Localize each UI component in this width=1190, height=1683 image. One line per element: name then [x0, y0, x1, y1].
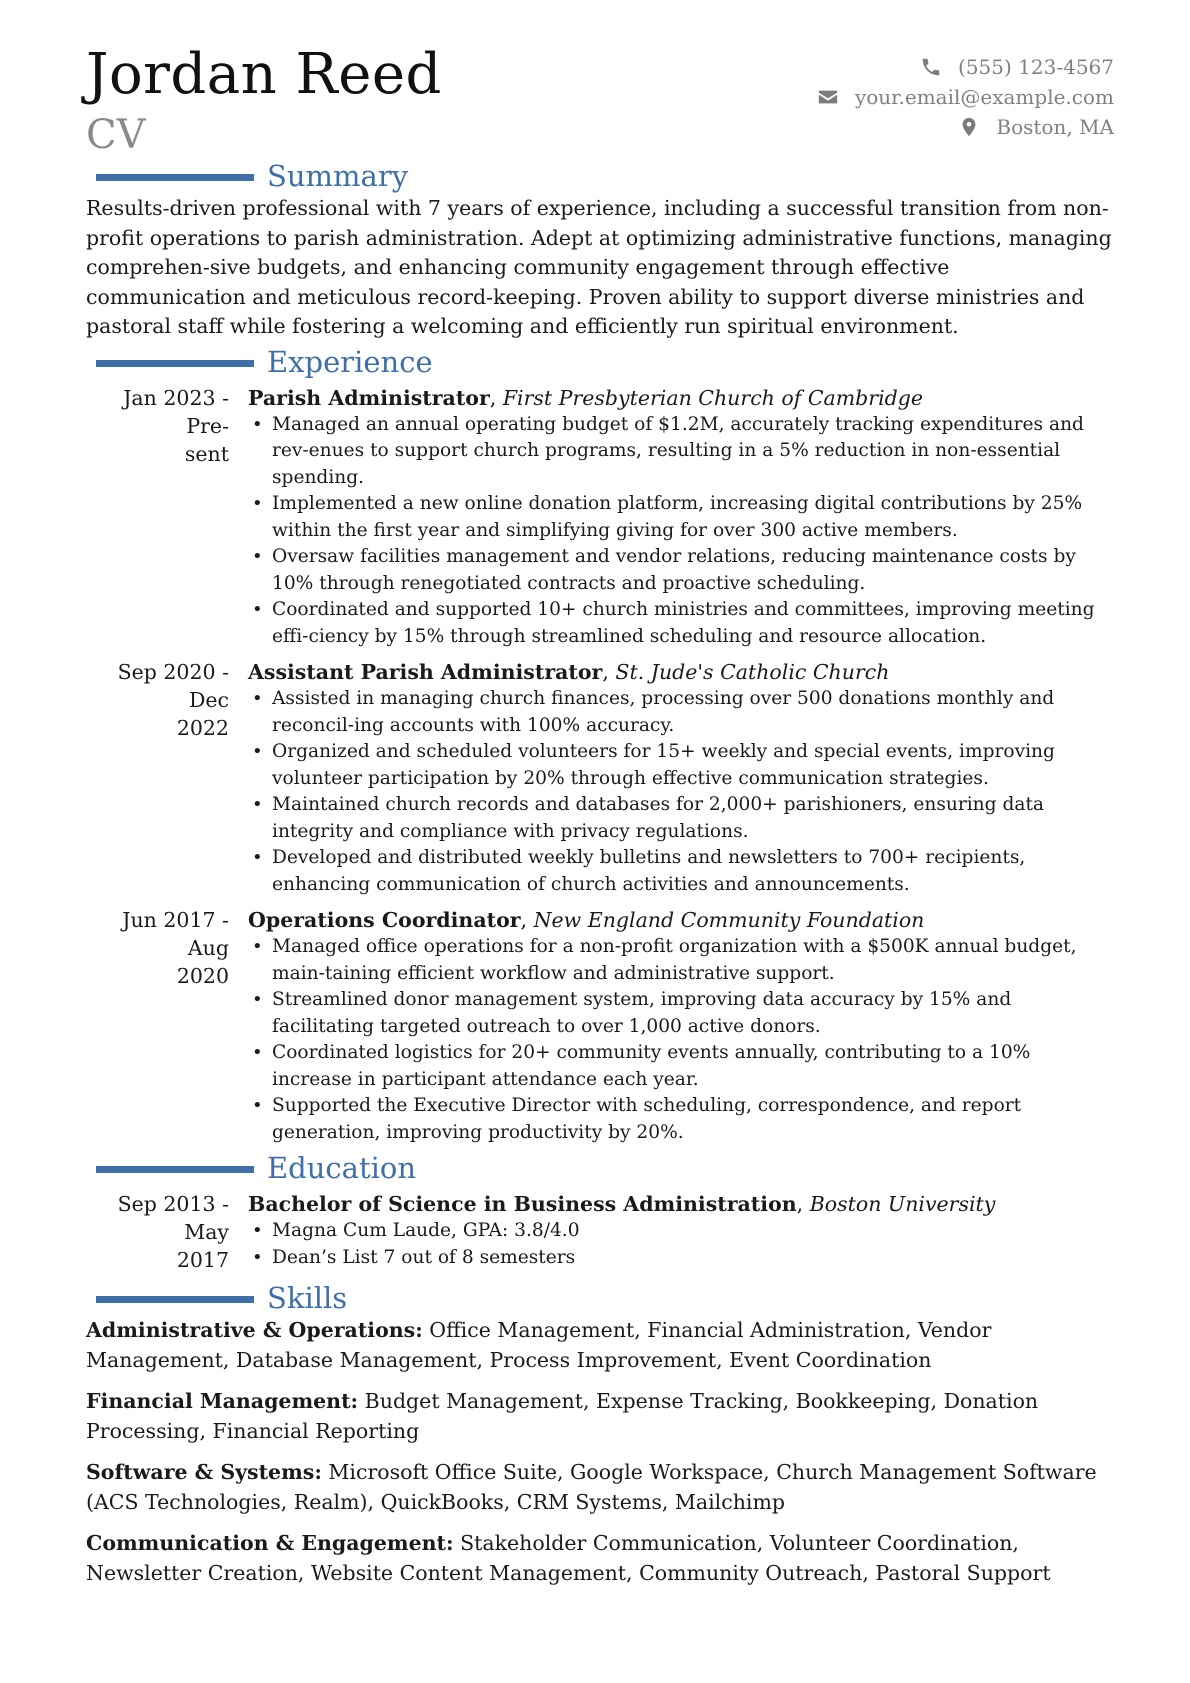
bullet-list [248, 686, 1114, 898]
date-end: 2017 [176, 1248, 229, 1272]
phone-number[interactable]: (555) 123-4567 [958, 55, 1114, 79]
date-start: Sep 2020 - Dec [117, 660, 229, 712]
email-row [817, 82, 1114, 112]
phone-row [817, 52, 1114, 82]
date-start: Jun 2017 - Aug [122, 908, 229, 960]
header [86, 0, 1114, 160]
experience-title: Experience [267, 344, 433, 379]
cv-page [86, 0, 1114, 1683]
role-separator: , [602, 660, 616, 684]
bullet-item: • Assisted in managing church finances, processing over 500 donations monthly and reconcil-ing accounts with 100% accuracy. [248, 686, 1114, 739]
phone-icon [920, 56, 942, 78]
entry-date [86, 658, 248, 898]
experience-entry [86, 384, 1114, 651]
section-accent-bar [96, 1296, 254, 1303]
role-title: Bachelor of Science in Business Administration [248, 1192, 797, 1216]
bullet-item: • Supported the Executive Director with scheduling, correspondence, and report generation, improving productivity by 20%. [248, 1093, 1114, 1146]
bullet-list [248, 1218, 1114, 1271]
skill-items: Budget Management, Expense Tracking, Bookkeeping, Donation Processing, Financial Reporting [86, 1389, 1039, 1443]
contact-info [817, 52, 1114, 142]
organization: First Presbyterian Church of Cambridge [502, 385, 924, 410]
experience-header [86, 346, 1114, 380]
entry-date [86, 384, 248, 651]
summary-title: Summary [267, 159, 409, 193]
organization: Boston University [809, 1192, 996, 1216]
entry-date [86, 906, 248, 1146]
skill-items: Microsoft Office Suite, Google Workspace, Church Management Software (ACS Technologies, Realm), QuickBooks, CRM Systems, Mailchimp [86, 1460, 1097, 1514]
date-start: Sep 2013 - May [117, 1192, 229, 1244]
organization: New England Community Foundation [533, 908, 925, 932]
experience-entry [86, 658, 1114, 898]
bullet-item: • Coordinated and supported 10+ church ministries and committees, improving meeting effi-ciency by 15% through streamlined scheduling and resource allocation. [248, 597, 1114, 650]
skills-header [86, 1282, 1114, 1316]
experience-list [86, 384, 1114, 1147]
bullet-item: • Implemented a new online donation platform, increasing digital contributions by 25% within the first year and simplifying giving for over 300 active members. [248, 491, 1114, 544]
date-start: Jan 2023 - Pre- [123, 385, 229, 438]
skill-category: Communication & Engagement: [86, 1531, 454, 1555]
bullet-item: • Organized and scheduled volunteers for 15+ weekly and special events, improving volunteer participation by 20% through effective communication strategies. [248, 739, 1114, 792]
document-subtitle: CV [86, 112, 146, 158]
bullet-item: • Oversaw facilities management and vendor relations, reducing maintenance costs by 10% through renegotiated contracts and proactive scheduling. [248, 544, 1114, 597]
education-header [86, 1152, 1114, 1186]
skills-title: Skills [267, 1281, 348, 1315]
date-end: 2022 [176, 716, 229, 740]
envelope-icon [817, 86, 839, 108]
location: Boston, MA [996, 115, 1114, 139]
experience-entry [86, 906, 1114, 1146]
skill-category: Administrative & Operations: [86, 1318, 423, 1342]
bullet-item: • Magna Cum Laude, GPA: 3.8/4.0 [248, 1218, 1114, 1245]
date-end: sent [184, 441, 229, 466]
role-line [248, 384, 1114, 412]
role-title: Parish Administrator [248, 385, 490, 410]
bullet-list [248, 934, 1114, 1146]
bullet-list [248, 412, 1114, 651]
role-line [248, 658, 1114, 686]
skill-items: Office Management, Financial Administration, Vendor Management, Database Management, Process Improvement, Event Coordination [86, 1318, 992, 1372]
role-title: Operations Coordinator [248, 908, 521, 932]
role-separator: , [796, 1192, 810, 1216]
entry-body [248, 384, 1114, 651]
skill-group [86, 1387, 1114, 1446]
summary-text: Results-driven professional with 7 years of experience, including a successful transition from non-profit operations to parish administration. Adept at optimizing administrative functions, managing comprehen-sive budgets, and enhancing community engagement through effective communication and meticulous record-keeping. Proven ability to support diverse ministries and pastoral staff while fostering a welcoming and efficiently run spiritual environment. [86, 196, 1112, 338]
entry-date [86, 1190, 248, 1274]
skill-group [86, 1316, 1114, 1375]
section-accent-bar [96, 1166, 254, 1173]
organization: St. Jude's Catholic Church [615, 660, 890, 684]
skill-category: Financial Management: [86, 1389, 359, 1413]
skill-items: Stakeholder Communication, Volunteer Coordination, Newsletter Creation, Website Content Management, Community Outreach, Pastoral Support [86, 1531, 1051, 1585]
map-pin-icon [958, 116, 980, 138]
bullet-item: • Managed office operations for a non-profit organization with a $500K annual budget, main-taining efficient workflow and administrative support. [248, 934, 1114, 987]
role-separator: , [520, 908, 534, 932]
entry-body [248, 658, 1114, 898]
candidate-name: Jordan Reed [86, 42, 442, 107]
role-line [248, 1190, 1114, 1218]
summary-header [86, 160, 1114, 194]
role-separator: , [489, 385, 503, 410]
skills-list [86, 1316, 1114, 1588]
role-title: Assistant Parish Administrator [248, 660, 603, 684]
bullet-item: • Streamlined donor management system, improving data accuracy by 15% and facilitating targeted outreach to over 1,000 active donors. [248, 987, 1114, 1040]
skill-group [86, 1458, 1114, 1517]
location-row [817, 112, 1114, 142]
section-accent-bar [96, 360, 254, 367]
bullet-item: • Coordinated logistics for 20+ community events annually, contributing to a 10% increase in participant attendance each year. [248, 1040, 1114, 1093]
entry-body [248, 1190, 1114, 1274]
bullet-item: • Maintained church records and databases for 2,000+ parishioners, ensuring data integrity and compliance with privacy regulations. [248, 792, 1114, 845]
entry-body [248, 906, 1114, 1146]
education-entry [86, 1190, 1114, 1274]
education-list [86, 1190, 1114, 1274]
skill-group [86, 1529, 1114, 1588]
bullet-item: • Developed and distributed weekly bulletins and newsletters to 700+ recipients, enhancing communication of church activities and announcements. [248, 845, 1114, 898]
email-address[interactable]: your.email@example.com [854, 85, 1114, 109]
skill-category: Software & Systems: [86, 1460, 322, 1484]
education-title: Education [267, 1151, 417, 1185]
date-end: 2020 [176, 964, 229, 988]
role-line [248, 906, 1114, 934]
bullet-item: • Dean’s List 7 out of 8 semesters [248, 1245, 1114, 1272]
bullet-item: • Managed an annual operating budget of $1.2M, accurately tracking expenditures and rev-enues to support church programs, resulting in a 5% reduction in non-essential spending. [248, 412, 1114, 492]
section-accent-bar [96, 174, 254, 181]
